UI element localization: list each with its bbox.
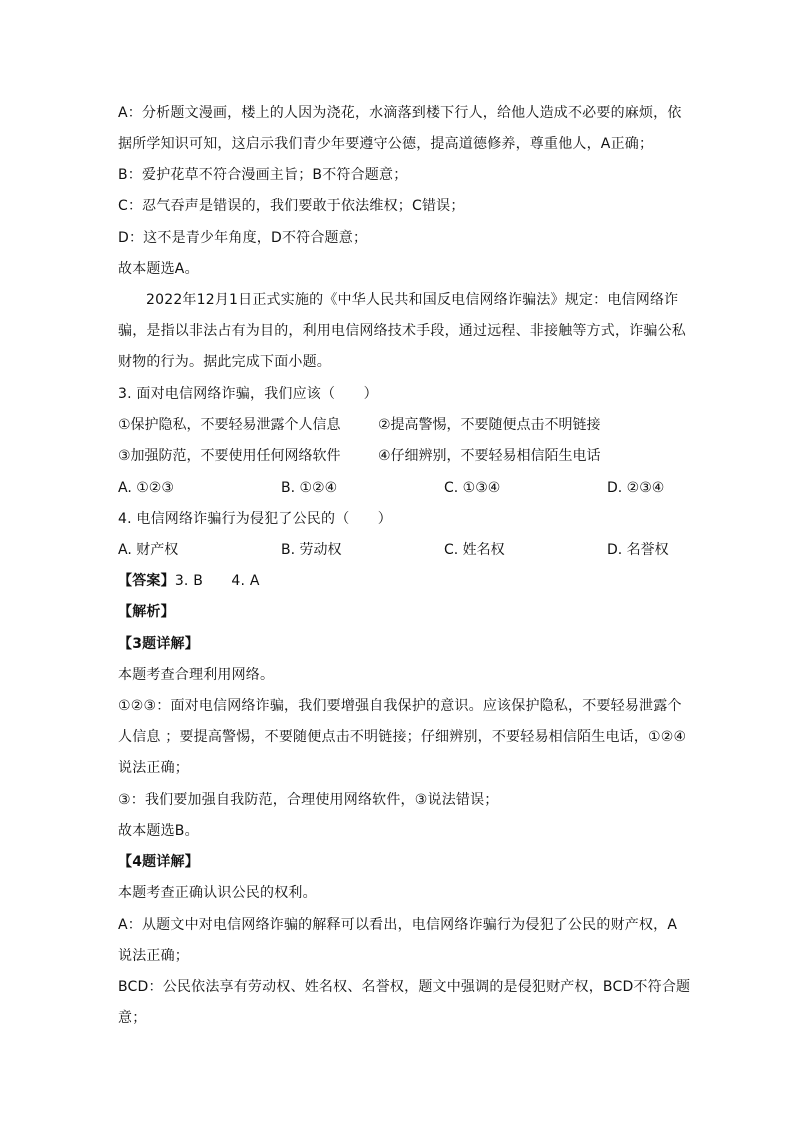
q3-stem: 3. 面对电信网络诈骗，我们应该（ ）: [118, 386, 378, 402]
q3-option-a: A. ①②③: [118, 480, 174, 496]
answer-line: [118, 571, 260, 591]
q4-option-b: B. 劳动权: [281, 542, 342, 558]
analysis-heading: 【解析】: [118, 604, 175, 620]
q3-detail-conclusion: 故本题选B。: [118, 823, 199, 839]
q4-detail-heading: 【4题详解】: [118, 854, 199, 870]
q3-option-c: C. ①③④: [444, 480, 501, 496]
q3-detail-p2: ③：我们要加强自我防范，合理使用网络软件，③说法错误；: [118, 792, 499, 808]
q3-option-d: D. ②③④: [607, 480, 665, 496]
analysis-b: B：爱护花草不符合漫画主旨；B不符合题意；: [118, 167, 408, 183]
q4-detail-topic: 本题考查正确认识公民的权利。: [118, 885, 317, 901]
passage-line1: 2022年12月1日正式实施的《中华人民共和国反电信网络诈骗法》规定：电信网络诈: [146, 292, 679, 308]
analysis-a-line2: 据所学知识可知，这启示我们青少年要遵守公德，提高道德修养，尊重他人，A正确；: [118, 136, 654, 152]
q4-option-d: D. 名誉权: [607, 542, 669, 558]
q3-detail-heading: 【3题详解】: [118, 636, 199, 652]
q3-item3: ③加强防范，不要使用任何网络软件: [118, 448, 341, 464]
q4-option-c: C. 姓名权: [444, 542, 505, 558]
answer-text: 3. B 4. A: [174, 573, 260, 589]
q4-detail-a-line1: A：从题文中对电信网络诈骗的解释可以看出，电信网络诈骗行为侵犯了公民的财产权，A: [118, 917, 678, 933]
q3-item4: ④仔细辨别，不要轻易相信陌生电话: [378, 448, 601, 464]
passage-line3: 财物的行为。据此完成下面小题。: [118, 354, 331, 370]
answer-label: 【答案】: [118, 573, 175, 589]
q3-detail-p1-line1: ①②③：面对电信网络诈骗，我们要增强自我保护的意识。应该保护隐私，不要轻易泄露个: [118, 698, 682, 714]
q4-stem: 4. 电信网络诈骗行为侵犯了公民的（ ）: [118, 511, 393, 527]
q4-detail-a-line2: 说法正确；: [118, 948, 189, 964]
analysis-a-line1: A：分析题文漫画，楼上的人因为浇花，水滴落到楼下行人，给他人造成不必要的麻烦，依: [118, 105, 682, 121]
q3-item1: ①保护隐私，不要轻易泄露个人信息: [118, 417, 341, 433]
q4-detail-bcd-line1: BCD：公民依法享有劳动权、姓名权、名誉权，题文中强调的是侵犯财产权，BCD不符合题: [118, 979, 691, 995]
q3-item2: ②提高警惕，不要随便点击不明链接: [378, 417, 601, 433]
q4-option-a: A. 财产权: [118, 542, 179, 558]
analysis-conclusion: 故本题选A。: [118, 261, 199, 277]
analysis-c: C：忍气吞声是错误的，我们要敢于依法维权；C错误；: [118, 198, 465, 214]
q3-option-b: B. ①②④: [281, 480, 338, 496]
q4-detail-bcd-line2: 意；: [118, 1010, 147, 1026]
q3-detail-p1-line3: 说法正确；: [118, 760, 189, 776]
passage-line2: 骗，是指以非法占有为目的，利用电信网络技术手段，通过远程、非接触等方式，诈骗公私: [118, 323, 686, 339]
analysis-d: D：这不是青少年角度，D不符合题意；: [118, 230, 368, 246]
q3-detail-p1-line2: 人信息 ；要提高警惕，不要随便点击不明链接；仔细辨别，不要轻易相信陌生电话，①②④: [118, 729, 687, 745]
q3-detail-topic: 本题考查合理利用网络。: [118, 667, 275, 683]
